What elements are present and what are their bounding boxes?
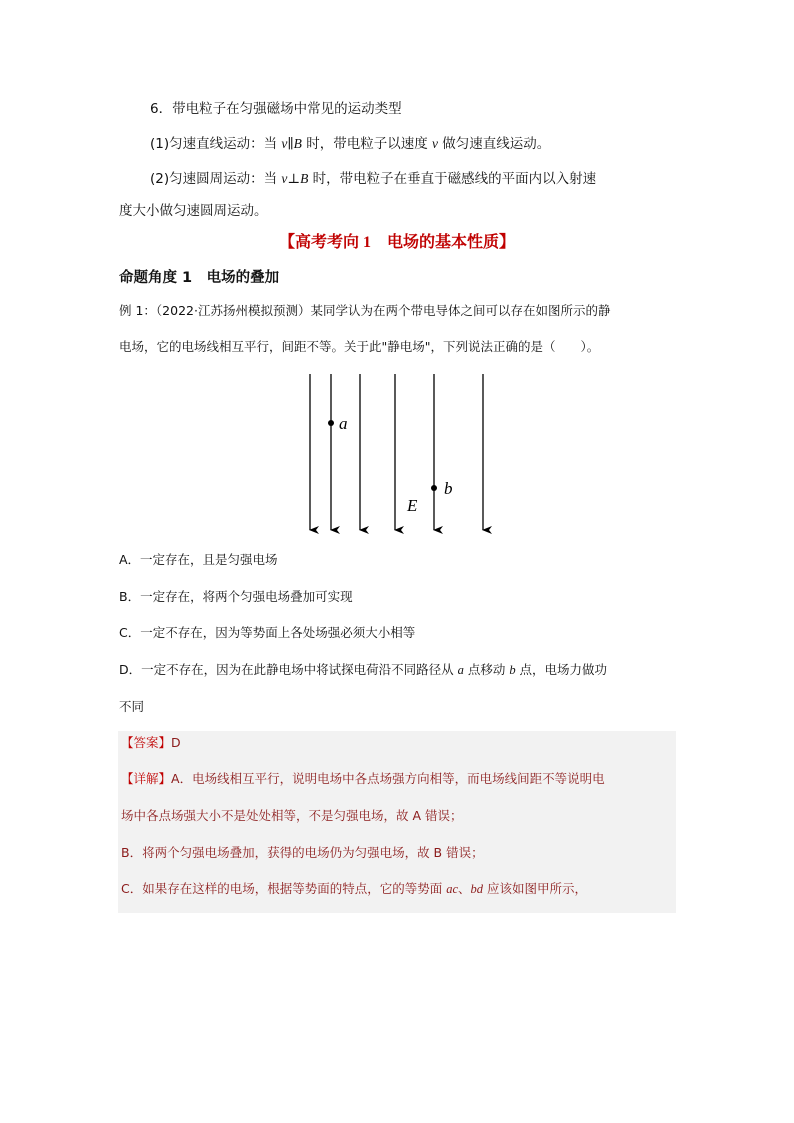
answer-label: 【答案】	[121, 735, 172, 750]
detail-line-2: 场中各点场强大小不是处处相等，不是匀强电场，故 A 错误；	[121, 808, 463, 823]
detail-label: 【详解】	[121, 771, 172, 786]
paragraph-uniform-circular: (2)匀速圆周运动：当 v⊥B 时，带电粒子在垂直于磁感线的平面内以入射速	[150, 171, 597, 187]
option-b: B．一定存在，将两个匀强电场叠加可实现	[119, 589, 353, 604]
field-label-E: E	[407, 496, 418, 515]
answer-value: D	[171, 735, 181, 750]
option-c: C．一定不存在，因为等势面上各处场强必须大小相等	[119, 625, 416, 640]
section-heading: 【高考考向 1 电场的基本性质】	[278, 234, 515, 251]
option-d-cont: 不同	[119, 699, 145, 714]
paragraph-uniform-linear: (1)匀速直线运动：当 v∥B 时，带电粒子以速度 v 做匀速直线运动。	[150, 136, 551, 152]
point-a-label: a	[339, 414, 348, 433]
example-line-1: 例 1：（2022·江苏扬州模拟预测）某同学认为在两个带电导体之间可以存在如图所示的静	[119, 303, 611, 318]
option-a: A．一定存在，且是匀强电场	[119, 552, 278, 567]
subheading: 命题角度 1 电场的叠加	[119, 270, 280, 286]
item-6-title: 6．带电粒子在匀强磁场中常见的运动类型	[150, 101, 402, 117]
answer-line	[121, 733, 181, 753]
point-b	[431, 485, 437, 491]
example-line-2: 电场，它的电场线相互平行，间距不等。关于此"静电场"，下列说法正确的是（ ）。	[119, 339, 600, 354]
electric-field-figure	[295, 370, 505, 540]
detail-line-4: C．如果存在这样的电场，根据等势面的特点，它的等势面 ac、bd 应该如图甲所示，	[121, 881, 588, 896]
detail-line-1: 【详解】A．电场线相互平行，说明电场中各点场强方向相等，而电场线间距不等说明电	[121, 771, 605, 786]
option-d: D．一定不存在，因为在此静电场中将试探电荷沿不同路径从 a 点移动 b 点，电场力做功	[119, 662, 608, 677]
detail-line-3: B．将两个匀强电场叠加，获得的电场仍为匀强电场，故 B 错误；	[121, 845, 484, 860]
paragraph-uniform-circular-cont: 度大小做匀速圆周运动。	[119, 203, 268, 219]
point-b-label: b	[444, 479, 453, 498]
point-a	[328, 420, 334, 426]
